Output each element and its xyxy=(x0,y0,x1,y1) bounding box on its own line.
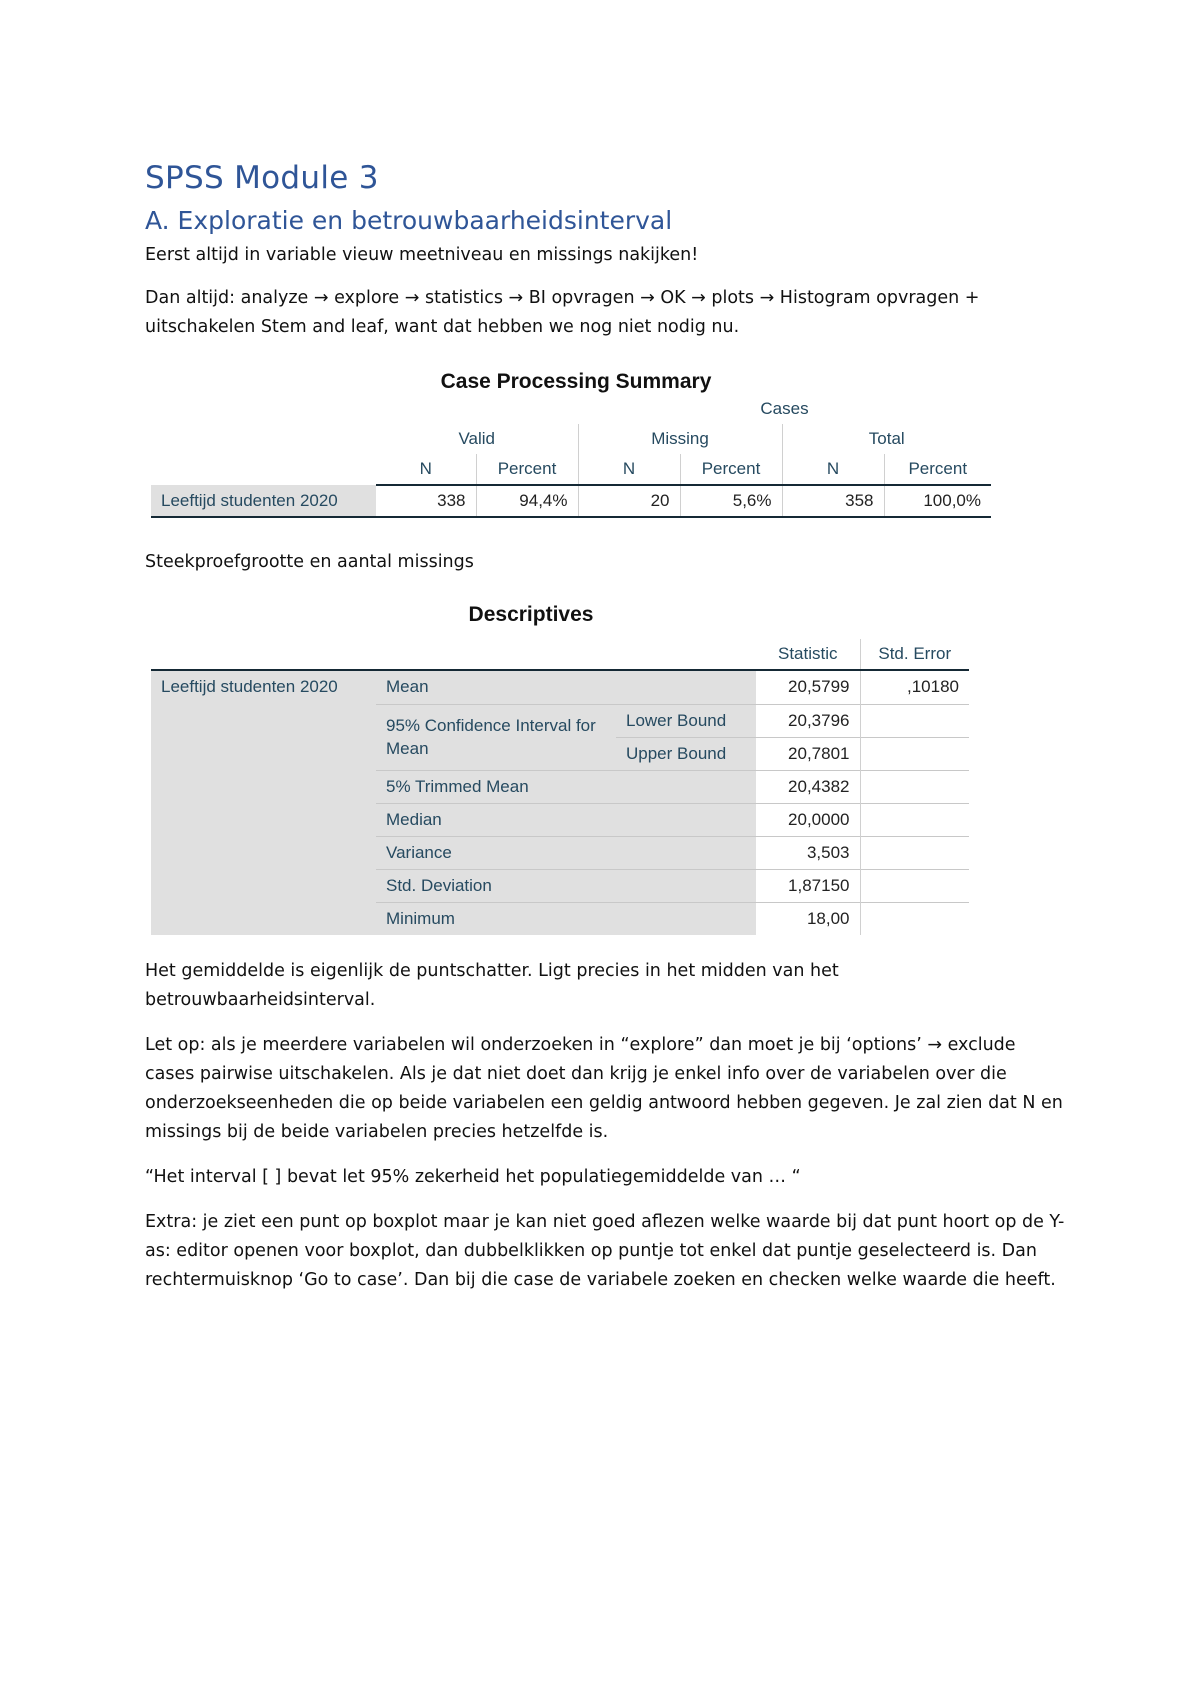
empty-cell xyxy=(860,902,969,935)
desc-lower-bound-label: Lower Bound xyxy=(616,704,756,737)
desc-median-label: Median xyxy=(376,803,756,836)
desc-mean-statistic: 20,5799 xyxy=(756,670,860,704)
desc-trimmed-mean-label: 5% Trimmed Mean xyxy=(376,770,756,803)
desc-header-std-error: Std. Error xyxy=(860,639,969,670)
cps-row-label: Leeftijd studenten 2020 xyxy=(151,485,376,517)
desc-variance-label: Variance xyxy=(376,836,756,869)
desc-upper-bound-statistic: 20,7801 xyxy=(756,737,860,770)
desc-mean-label: Mean xyxy=(376,670,756,704)
cps-cell: 20 xyxy=(578,485,680,517)
empty-cell xyxy=(860,869,969,902)
desc-std-deviation-statistic: 1,87150 xyxy=(756,869,860,902)
cps-cell: 5,6% xyxy=(680,485,782,517)
paragraph-intro: Eerst altijd in variable vieuw meetniveau en missings nakijken! xyxy=(145,245,699,265)
cps-header-cases: Cases xyxy=(760,399,809,418)
empty-cell xyxy=(860,803,969,836)
cps-header-total: Total xyxy=(782,424,991,454)
paragraph-steps: Dan altijd: analyze → explore → statistics → BI opvragen → OK → plots → Histogram opvragen + uitschakelen Stem and leaf, want dat hebben we nog niet nodig nu. xyxy=(145,288,980,337)
desc-minimum-label: Minimum xyxy=(376,902,756,935)
empty-cell xyxy=(860,737,969,770)
paragraph-interval-quote: “Het interval [ ] bevat let 95% zekerheid het populatiegemiddelde van … “ xyxy=(145,1167,801,1187)
document-page xyxy=(145,160,1065,1311)
desc-header-statistic: Statistic xyxy=(777,644,838,663)
case-processing-summary-table xyxy=(151,370,1001,518)
desc-trimmed-mean-statistic: 20,4382 xyxy=(756,770,860,803)
desc-variance-statistic: 3,503 xyxy=(756,836,860,869)
cps-cell: 94,4% xyxy=(476,485,578,517)
document-title: SPSS Module 3 xyxy=(145,160,379,196)
descriptives-title: Descriptives xyxy=(468,603,594,626)
desc-ci-label: 95% Confidence Interval for Mean xyxy=(376,704,616,770)
desc-mean-std-error: ,10180 xyxy=(860,670,969,704)
desc-std-deviation-label: Std. Deviation xyxy=(376,869,756,902)
desc-median-statistic: 20,0000 xyxy=(756,803,860,836)
desc-upper-bound-label: Upper Bound xyxy=(616,737,756,770)
desc-row-label: Leeftijd studenten 2020 xyxy=(151,670,376,935)
cps-header-percent: Percent xyxy=(884,454,991,485)
paragraph-sample-size: Steekproefgrootte en aantal missings xyxy=(145,552,474,572)
empty-cell xyxy=(860,704,969,737)
cps-header-missing: Missing xyxy=(578,424,782,454)
paragraph-point-estimate: Het gemiddelde is eigenlijk de puntschatter. Ligt precies in het midden van het betrouwbaarheidsinterval. xyxy=(145,961,839,1010)
cps-header-n: N xyxy=(578,454,680,485)
cps-header-n: N xyxy=(782,454,884,485)
empty-cell xyxy=(860,770,969,803)
paragraph-extra: Extra: je ziet een punt op boxplot maar je kan niet goed aflezen welke waarde bij dat punt hoort op de Y-as: editor openen voor boxplot, dan dubbelklikken op puntje tot enkel dat puntje geselecteerd is. Dan rechtermuisknop ‘Go to case’. Dan bij die case de variabele zoeken en checken welke waarde die heeft. xyxy=(145,1212,1065,1290)
desc-minimum-statistic: 18,00 xyxy=(756,902,860,935)
empty-cell xyxy=(860,836,969,869)
cps-header-valid: Valid xyxy=(458,429,496,448)
desc-lower-bound-statistic: 20,3796 xyxy=(756,704,860,737)
paragraph-note: Let op: als je meerdere variabelen wil onderzoeken in “explore” dan moet je bij ‘options’ → exclude cases pairwise uitschakelen. Als je dat niet doet dan krijg je enkel info over de variabelen over die onderzoekseenheden die op beide variabelen een geldig antwoord hebben gegeven. Je zal zien dat N en missings bij de beide variabelen precies hetzelfde is. xyxy=(145,1035,1063,1142)
cps-cell: 100,0% xyxy=(884,485,991,517)
descriptives-table xyxy=(151,603,991,943)
section-heading: A. Exploratie en betrouwbaarheidsinterval xyxy=(145,206,673,235)
cps-cell: 358 xyxy=(782,485,884,517)
cps-header-n: N xyxy=(376,454,476,485)
cps-title: Case Processing Summary xyxy=(440,370,712,393)
cps-header-percent: Percent xyxy=(680,454,782,485)
cps-header-percent: Percent xyxy=(476,454,578,485)
cps-cell: 338 xyxy=(376,485,476,517)
